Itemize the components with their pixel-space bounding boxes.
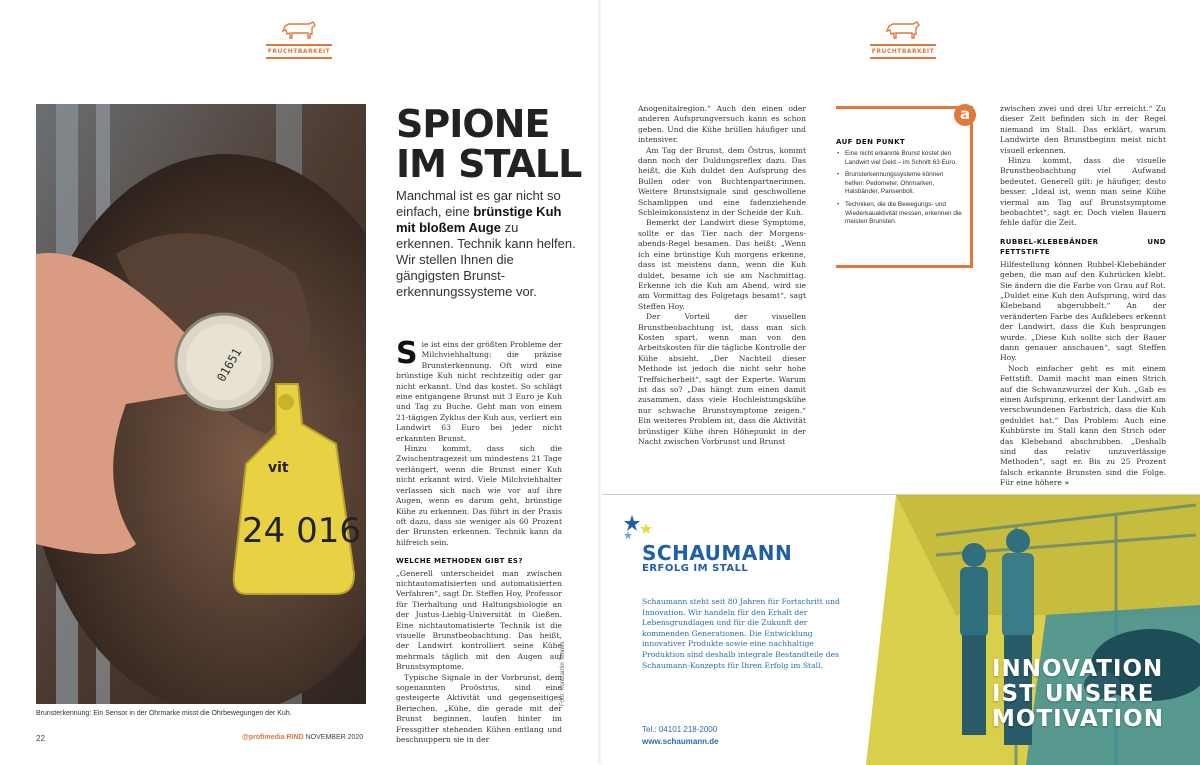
svg-text:01651: 01651 bbox=[214, 345, 245, 385]
ad-phone: Tel.: 04101 218-2000 bbox=[642, 725, 718, 734]
ear-tag-number: 24 016 bbox=[242, 511, 361, 551]
info-box-item: • Techniken, die die Bewegungs- und Wiederkauaktivität messen, erkennen die meisten Brunsten. bbox=[836, 201, 964, 227]
footer-issue: NOVEMBER 2020 bbox=[305, 734, 364, 741]
lead-text-1: Manchmal ist es gar nicht so einfach, eine bbox=[396, 188, 561, 219]
cow-ear-photo bbox=[36, 104, 366, 704]
section-badge-right bbox=[870, 20, 936, 59]
ad-body-text: Schaumann steht seit 80 Jahren für Fortschritt und Innovation. Wir handeln für den Erhalt der Lebensgrundlagen und für die Zukunft der kommenden Generationen. Die Entwicklung innovativer Produkte sowie eine nachhaltige Produktion sind deshalb integrale Bestandteile des Schaumann-Konzepts für Ihren Erfolg im Stall. bbox=[642, 597, 840, 670]
subheading: RUBBEL-KLEBEBÄNDER UND FETTSTIFTE bbox=[1000, 237, 1166, 257]
cow-icon bbox=[885, 20, 921, 40]
footer-brand: @profimedia RIND bbox=[242, 734, 304, 741]
info-box-title: AUF DEN PUNKT bbox=[836, 138, 906, 146]
schaumann-advertisement bbox=[602, 494, 1200, 765]
section-badge-left bbox=[266, 20, 332, 59]
lead-text-2: zu erkennen. Technik kann helfen. Wir stellen Ihnen die gängigsten Brunst-erkennungssysteme vor. bbox=[396, 220, 576, 299]
paragraph: Hinzu kommt, dass die visuelle Brunstbeobachtung viel Aufwand bedeutet. Generell gilt: je häufiger, desto besser. „Ideal ist, wenn man seine Kühe viermal am Tag auf Brunstsymptome beobachtet“, sagt er. Doch vielen Bauern fehle dafür die Zeit. bbox=[1000, 156, 1166, 228]
paragraph: Sie ist eins der größten Probleme der Milchviehhaltung: die präzise Brunsterkennung. Oft wird eine brünstige Kuh nicht rechtzeitig oder gar nicht erkannt. Und das kostet. So schlägt eine entgangene Brunst mit 3 Euro je Kuh und Tag zu Buche. Geht man von einem 21-tägigen Zyklus der Kuh aus, verliert ein Landwirt 63 Euro bei jeder nicht erkannten Brunst. bbox=[396, 336, 562, 443]
article-lead bbox=[396, 188, 576, 300]
info-box-item: • Brunsterkennungssysteme können helfen: Pedometer, Ohrmarken, Halsbänder, Pansenboli. bbox=[836, 171, 964, 197]
article-column-1 bbox=[396, 336, 562, 745]
ad-website-link[interactable]: www.schaumann.de bbox=[642, 737, 719, 746]
paragraph: Noch einfacher geht es mit einem Fettstift. Damit macht man einen Strich auf die Schwanzwurzel der Kuh. „Gab es einen Aufsprung, erkennt der Landwirt am verschwundenen Farbstrich, dass die Kuh geduldet hat.“ Das Problem: Auch eine Kuhbürste im Stall kann den Strich oder das Klebeband abschrubben. „Deshalb sind das relativ unzuverlässige Methoden“, sagt er. Bis zu 25 Prozent falsch erkannte Brunsten sind die Folge. Für eine höhere » bbox=[1000, 363, 1166, 488]
subheading: WELCHE METHODEN GIBT ES? bbox=[396, 557, 523, 566]
lead-bold: brünstige Kuh mit bloßem Auge bbox=[396, 204, 562, 235]
ear-tag-brand: vit bbox=[268, 460, 289, 476]
paragraph: Typische Signale in der Vorbrunst, dem sogenannten Proöstrus, sind eine gesteigerte Aktivität und gegenseitiges Beriechen. „Kühe, die gerade mit der Brunst beginnen, laufen hinter im Fressgitter stehenden Kühen entlang und beschnuppern sie in der bbox=[396, 672, 562, 745]
section-label: FRUCHTBARKEIT bbox=[870, 44, 936, 59]
cow-icon bbox=[281, 20, 317, 40]
paragraph: „Generell unterscheidet man zwischen nichtautomatisierten und automatisierten Verfahren“, sagt Dr. Steffen Hoy, Professor für Tierhaltung und Haltungsbiologie an der Justus-Liebig-Universität in Gießen. Eine nichtautomatisierte Technik ist die visuelle Brunstbeobachtung. Das heißt, der Landwirt kontrolliert seine Kühe mehrmals täglich mit den Augen auf Brunstsymptome. bbox=[396, 568, 562, 672]
article-column-3 bbox=[1000, 104, 1166, 489]
left-page bbox=[0, 0, 598, 764]
dropcap: S bbox=[396, 336, 418, 371]
paragraph: Der Vorteil der visuellen Brunstbeobachtung ist, dass man sich Kosten spart, wenn man von den Arbeitskosten für die tägliche Kontrolle der Kühe absieht. „Der Nachteil dieser Methode ist jedoch die nicht sehr hohe Treffsicherheit“, sagt der Experte. Warum ist das so? „Das hängt zum einen damit zusammen, dass viele Hochleistungskühe nur schwache Brunstsymptome zeigen.“ Ein weiteres Problem ist, dass die Aktivität brünstiger Kühe ihren Höhepunkt in der Nacht zwischen Vorbrunst und Brunst bbox=[638, 312, 806, 446]
info-box-item: • Eine nicht erkannte Brunst kostet den Landwirt viel Geld – im Schnitt 63 Euro. bbox=[836, 150, 964, 167]
paragraph: Hilfestellung können Rubbel-Klebebänder geben, die man auf den Kuhrücken klebt. Sie ändern die die Farbe von Grau auf Rot. „Duldet eine Kuh den Aufsprung, wird das Klebeband abgerubbelt.“ An der veränderten Farbe des Aufklebers erkennt der Landwirt, dass die Kuh besprungen wurde. „Diese Kuh sollte sich der Bauer dann genauer anschauen“, sagt Steffen Hoy. bbox=[1000, 259, 1166, 363]
continue-mark: » bbox=[1064, 478, 1070, 488]
photo-credit: Foto: Konstantin Tennes bbox=[560, 641, 566, 706]
paragraph: Am Tag der Brunst, dem Östrus, kommt dann noch der Duldungsreflex dazu. Das heißt, die Kuh duldet den Aufsprung des Bullen oder von Buchtenpartnerinnen. Weitere Brunstsignale sind geschwollene Schamlippen und eine fadenziehende Schleimkonsistenz in der Scheide der Kuh. bbox=[638, 145, 806, 218]
info-box-list bbox=[836, 150, 964, 231]
ad-company-name: SCHAUMANN bbox=[642, 541, 793, 565]
page-number-left: 22 bbox=[36, 734, 45, 743]
paragraph: zwischen zwei und drei Uhr erreicht.“ Zu dieser Zeit befinden sich in der Regel niemand im Stall. Das erklärt, warum Landwirte den Brunstbeginn meist nicht visuell erkennen. bbox=[1000, 104, 1166, 155]
paragraph: Bemerkt der Landwirt diese Symptome, sollte er das Tier nach der Morgens-abends-Regel besamen. Das heißt: „Wenn ich eine brünstige Kuh morgens erkenne, dass ist meistens dann, wenn die Kuh duldet, besame ich sie am Nachmittag. Erkenne ich die Kuh am Abend, wird sie am Vormittag des Folgetags besamt“, sagt Steffen Hoy. bbox=[638, 218, 806, 311]
info-box-badge: a bbox=[954, 104, 976, 126]
article-title: SPIONE IM STALL bbox=[396, 102, 582, 186]
paragraph: Anogenitalregion.“ Auch den einen oder anderen Aufsprungversuch kann es schon geben. Und die Kühe brüllen häufiger und intensiver. bbox=[638, 104, 806, 145]
ad-slogan: INNOVATION IST UNSERE MOTIVATION bbox=[992, 656, 1164, 732]
section-label: FRUCHTBARKEIT bbox=[266, 44, 332, 59]
article-column-2 bbox=[638, 104, 806, 447]
photo-caption: Brunsterkennung: Ein Sensor in der Ohrmarke misst die Ohrbewegungen der Kuh. bbox=[36, 710, 292, 717]
paragraph: Hinzu kommt, dass sich die Zwischentragezeit um mindestens 21 Tage verlängert, wenn die Brunst einer Kuh nicht erkannt wird. Viele Milchviehhalter verlassen sich nach wie vor auf ihre Augen, wenn es darum geht, brünstige Kühe zu erkennen. Das führt in der Praxis oft dazu, dass sie weniger als 60 Prozent der Brunsten erkennen. Technik kann da hilfreich sein. bbox=[396, 444, 562, 547]
photo-illustration bbox=[36, 104, 366, 704]
footer-publication bbox=[242, 734, 363, 741]
ad-tagline: ERFOLG IM STALL bbox=[642, 563, 749, 574]
